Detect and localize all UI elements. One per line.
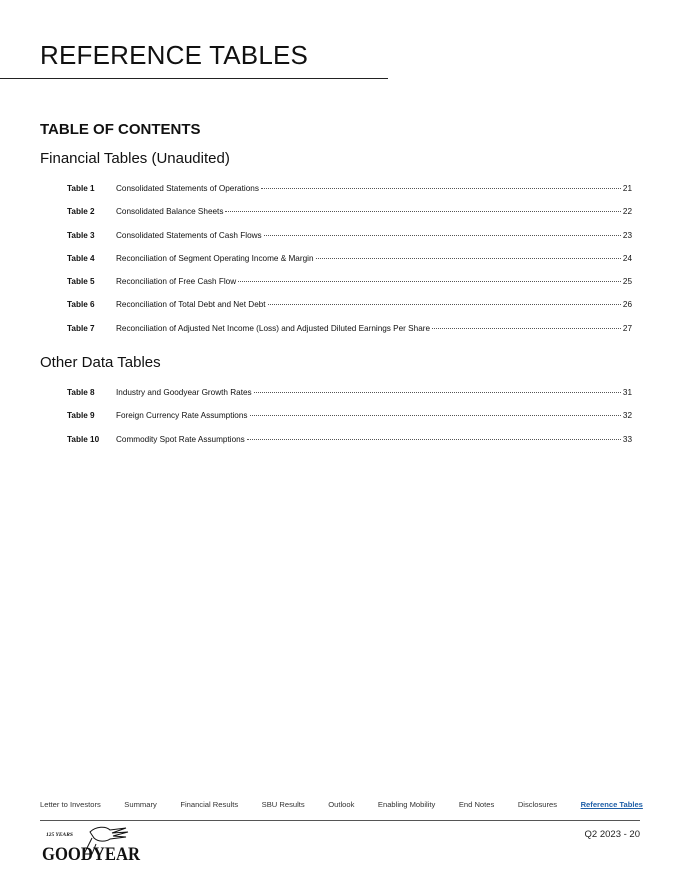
- toc-table-title[interactable]: Consolidated Balance Sheets: [116, 207, 224, 217]
- toc-page-number[interactable]: 21: [622, 184, 632, 193]
- nav-financial-results[interactable]: Financial Results: [180, 800, 239, 809]
- toc-page-number[interactable]: 23: [622, 230, 632, 240]
- page-number: Q2 2023 - 20: [584, 829, 640, 840]
- toc-row[interactable]: [67, 435, 632, 458]
- toc-table-label: Table 4: [67, 253, 95, 263]
- toc-table-label: Table 1: [67, 184, 95, 193]
- toc-row[interactable]: [67, 277, 632, 300]
- toc-table-title[interactable]: Industry and Goodyear Growth Rates: [116, 388, 252, 397]
- toc-table-title[interactable]: Consolidated Statements of Cash Flows: [116, 230, 262, 240]
- nav-disclosures[interactable]: Disclosures: [517, 800, 558, 809]
- toc-table-label: Table 8: [67, 388, 95, 397]
- title-divider: [0, 78, 388, 79]
- page-title: REFERENCE TABLES: [40, 40, 309, 70]
- toc-page-number[interactable]: 25: [622, 277, 632, 287]
- nav-enabling-mobility[interactable]: Enabling Mobility: [377, 800, 436, 809]
- toc-table-label: Table 6: [67, 300, 95, 310]
- toc-table-label: Table 7: [67, 323, 95, 333]
- toc-dot-leader: [247, 439, 621, 440]
- nav-outlook[interactable]: Outlook: [328, 800, 355, 809]
- toc-row[interactable]: [67, 254, 632, 277]
- logo-badge: 125 YEARS: [46, 832, 73, 838]
- toc-row[interactable]: [67, 207, 632, 230]
- toc-dot-leader: [268, 304, 621, 305]
- nav-summary[interactable]: Summary: [124, 800, 157, 809]
- toc-page-number[interactable]: 27: [622, 323, 632, 333]
- toc-dot-leader: [250, 415, 621, 416]
- toc-table-title[interactable]: Reconciliation of Total Debt and Net Debt: [116, 300, 266, 310]
- toc-page-number[interactable]: 22: [622, 207, 632, 217]
- footer-nav: [40, 800, 643, 809]
- toc-dot-leader: [264, 235, 621, 236]
- toc-row[interactable]: [67, 300, 632, 323]
- logo-wordmark: GOODYEAR: [42, 844, 141, 865]
- toc-dot-leader: [238, 281, 621, 282]
- toc-page-number[interactable]: 33: [622, 434, 632, 444]
- toc-row[interactable]: [67, 411, 632, 434]
- nav-end-notes[interactable]: End Notes: [458, 800, 495, 809]
- toc-list-other: [67, 388, 632, 458]
- toc-dot-leader: [316, 258, 621, 259]
- goodyear-logo: [40, 824, 144, 870]
- toc-dot-leader: [254, 392, 621, 393]
- toc-page-number[interactable]: 24: [622, 253, 632, 263]
- section-heading-other: Other Data Tables: [40, 354, 161, 371]
- toc-list-financial: [67, 184, 632, 347]
- toc-dot-leader: [432, 328, 621, 329]
- toc-page-number[interactable]: 31: [622, 388, 632, 397]
- toc-table-title[interactable]: Consolidated Statements of Operations: [116, 184, 259, 193]
- toc-page-number[interactable]: 26: [622, 300, 632, 310]
- toc-table-label: Table 2: [67, 207, 95, 217]
- toc-table-title[interactable]: Reconciliation of Free Cash Flow: [116, 277, 237, 287]
- toc-table-title[interactable]: Commodity Spot Rate Assumptions: [116, 434, 245, 444]
- toc-table-title[interactable]: Reconciliation of Adjusted Net Income (Loss) and Adjusted Diluted Earnings Per Share: [116, 323, 431, 333]
- toc-dot-leader: [225, 211, 620, 212]
- toc-row[interactable]: [67, 184, 632, 207]
- toc-table-label: Table 3: [67, 230, 95, 240]
- toc-dot-leader: [261, 188, 621, 189]
- toc-row[interactable]: [67, 388, 632, 411]
- toc-row[interactable]: [67, 324, 632, 347]
- footer-divider: [40, 820, 640, 821]
- toc-table-label: Table 9: [67, 411, 95, 421]
- nav-sbu-results[interactable]: SBU Results: [261, 800, 305, 809]
- toc-table-title[interactable]: Foreign Currency Rate Assumptions: [116, 411, 248, 421]
- nav-reference-tables[interactable]: Reference Tables: [580, 800, 643, 809]
- nav-letter-to-investors[interactable]: Letter to Investors: [40, 800, 101, 809]
- toc-table-label: Table 5: [67, 277, 95, 287]
- toc-page-number[interactable]: 32: [622, 411, 632, 421]
- toc-row[interactable]: [67, 231, 632, 254]
- toc-table-title[interactable]: Reconciliation of Segment Operating Income & Margin: [116, 253, 314, 263]
- toc-table-label: Table 10: [67, 434, 100, 444]
- toc-heading: TABLE OF CONTENTS: [40, 121, 201, 138]
- section-heading-financial: Financial Tables (Unaudited): [40, 150, 230, 167]
